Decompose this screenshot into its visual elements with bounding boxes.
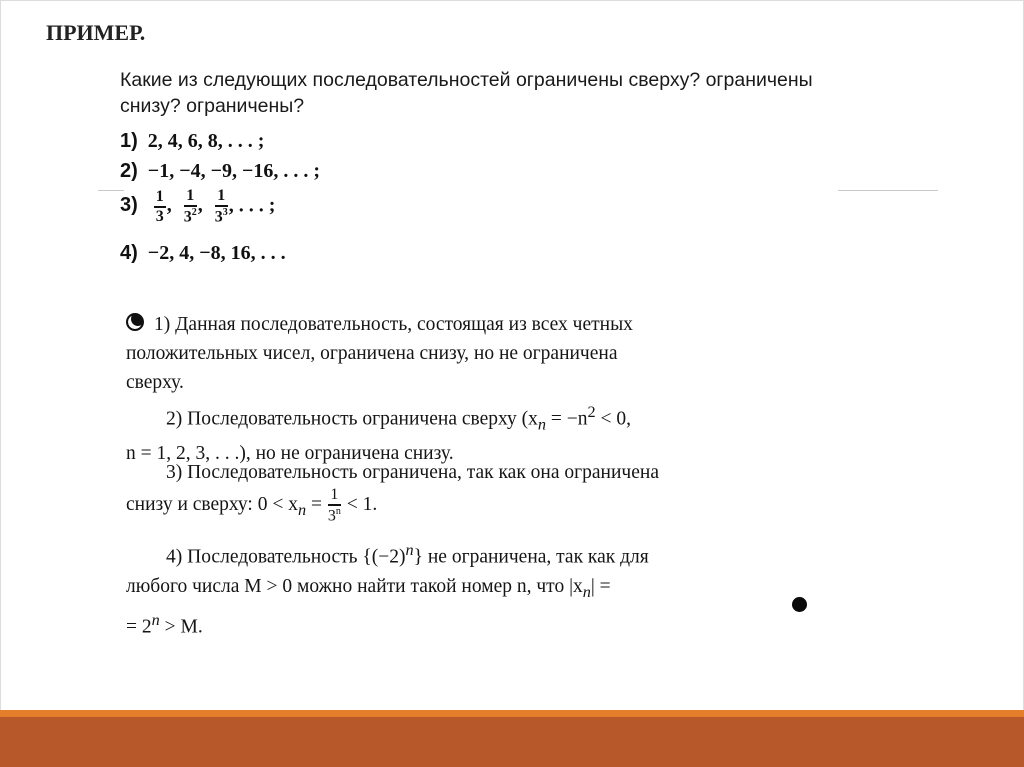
accent-bar bbox=[0, 710, 1024, 717]
solution-paragraph-1: 1) Данная последовательность, состоящая из всех четных положительных чисел, ограничена снизу, но не ограничена сверху. bbox=[126, 314, 633, 393]
sequence-terms: −1, −4, −9, −16, . . . ; bbox=[147, 160, 321, 182]
scanned-textbook-excerpt bbox=[116, 62, 816, 638]
question-text: Какие из следующих последовательностей ограничены сверху? ограничены снизу? ограничены? bbox=[120, 69, 813, 117]
sequence-number: 1) bbox=[120, 130, 138, 152]
sequence-terms: −2, 4, −8, 16, . . . bbox=[147, 242, 286, 264]
fraction-term: $\frac{1}{3}$ bbox=[155, 187, 164, 225]
solution-paragraph-3: 3) Последовательность ограничена, так как она ограничена снизу и сверху: $0 < x_n$ = $\frac{1}{3^n}$ < 1. bbox=[126, 462, 659, 525]
sequence-1 bbox=[120, 130, 264, 153]
divider-right bbox=[838, 190, 938, 191]
sequence-4 bbox=[120, 242, 286, 265]
sequence-terms: 2, 4, 6, 8, . . . ; bbox=[147, 130, 265, 152]
sequence-number: 4) bbox=[120, 242, 138, 264]
solution-start-icon bbox=[126, 313, 144, 331]
fraction-term: $\frac{1}{3^2}$ bbox=[183, 187, 197, 226]
sequence-number: 3) bbox=[120, 194, 138, 217]
fraction-term: $\frac{1}{3^3}$ bbox=[214, 187, 228, 226]
slide-title: ПРИМЕР. bbox=[46, 20, 146, 45]
footer-bar bbox=[0, 717, 1024, 767]
sequence-2 bbox=[120, 160, 320, 183]
sequence-number: 2) bbox=[120, 160, 138, 182]
fraction-term: $\frac{1}{3^n}$ bbox=[327, 486, 341, 525]
solution-paragraph-2: 2) Последовательность ограничена сверху ($x_n = -n^2 < 0$, n = 1, 2, 3, . . .), но не ограничена снизу. bbox=[126, 403, 632, 465]
sequence-3: 3) $\frac{1}{3}$ , $\frac{1}{3^2}$ , $\frac{1}{3^3}$ , . . . ; bbox=[120, 187, 276, 226]
proof-end-icon bbox=[792, 597, 807, 612]
solution-paragraph-4: 4) Последовательность $\{(-2)^n\}$ не ограничена, так как для любого числа M > 0 можно найти такой номер n, что $|x_n|$ = = $2^n > M$. bbox=[126, 541, 649, 638]
